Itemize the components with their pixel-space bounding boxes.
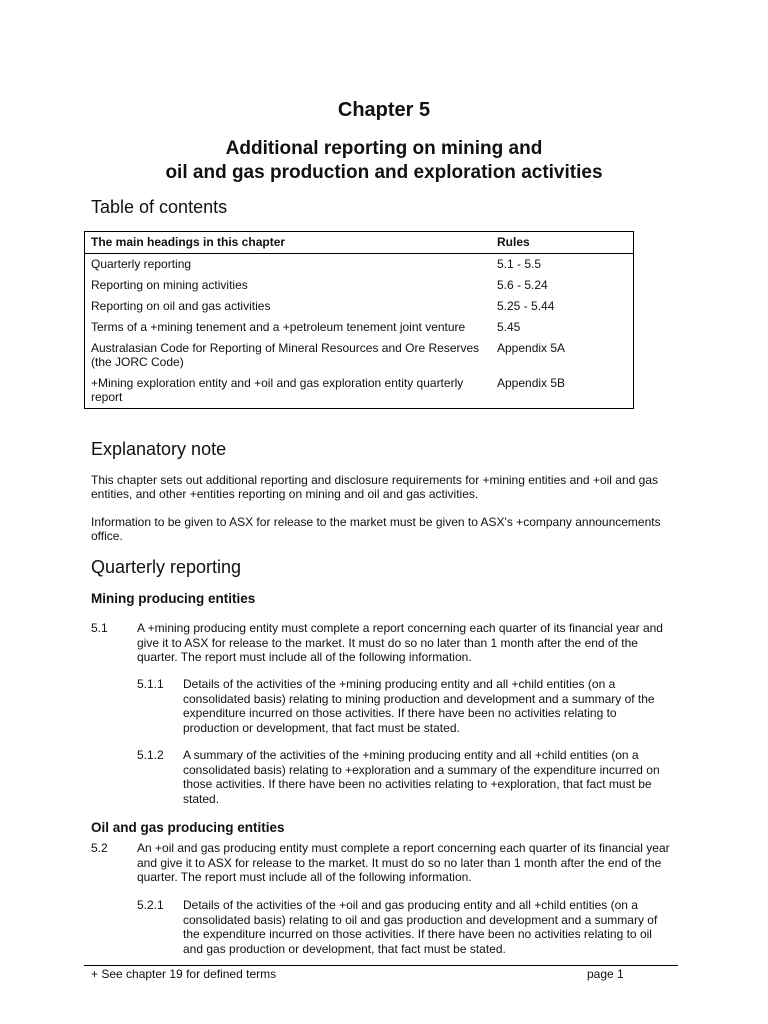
toc-row-rules: Appendix 5A	[497, 341, 566, 355]
rule-text: Details of the activities of the +oil and gas producing entity and all +child entities (on a consolidated basis) relating to oil and gas production and development and a summary of the expenditure incurred on those activities. If there have been no activities relating to oil and gas production or development, that fact must be stated.	[183, 898, 658, 956]
rule-number: 5.2	[91, 841, 108, 855]
toc-row-heading: Terms of a +mining tenement and a +petroleum tenement joint venture	[91, 320, 466, 334]
toc-row-heading: Quarterly reporting	[91, 257, 192, 271]
toc-row-heading: Reporting on mining activities	[91, 278, 248, 292]
explanatory-para2: Information to be given to ASX for release to the market must be given to ASX's +company announcements office.	[91, 515, 661, 543]
toc-row	[85, 296, 634, 317]
chapter-number: Chapter 5	[337, 99, 431, 121]
footer-divider	[84, 965, 678, 966]
toc-col-headings: The main headings in this chapter	[85, 232, 492, 254]
toc-header-row	[85, 232, 634, 254]
explanatory-para1: This chapter sets out additional reporting and disclosure requirements for +mining entities and +oil and gas entities, and other +entities reporting on mining and oil and gas activities.	[91, 473, 658, 501]
toc-row-heading: +Mining exploration entity and +oil and gas exploration entity quarterly report	[91, 376, 464, 404]
toc-row	[85, 338, 634, 373]
toc-row-rules: 5.25 - 5.44	[497, 299, 555, 313]
footer-defined-terms: + See chapter 19 for defined terms	[91, 967, 277, 981]
toc-heading: Table of contents	[91, 197, 228, 217]
quarterly-heading: Quarterly reporting	[91, 557, 242, 577]
toc-row-rules: 5.1 - 5.5	[497, 257, 542, 271]
oilgas-heading: Oil and gas producing entities	[91, 820, 285, 835]
rule-text: Details of the activities of the +mining producing entity and all +child entities (on a consolidated basis) relating to mining production and development and a summary of the expenditure incurred on those activities. If there have been no activities relating to production or development, that fact must be stated.	[183, 677, 655, 735]
toc-row-rules: Appendix 5B	[497, 376, 566, 390]
toc-row	[85, 373, 634, 409]
footer-page-number: page 1	[587, 967, 624, 981]
toc-row-heading: Australasian Code for Reporting of Mineral Resources and Ore Reserves (the JORC Code)	[91, 341, 480, 369]
rule-number: 5.1	[91, 621, 108, 635]
explanatory-heading: Explanatory note	[91, 439, 227, 459]
toc-row-rules: 5.45	[497, 320, 521, 334]
toc-row-rules: 5.6 - 5.24	[497, 278, 548, 292]
rule-number: 5.1.2	[137, 748, 164, 762]
toc-col-rules: Rules	[491, 232, 634, 254]
toc-row	[85, 317, 634, 338]
rule-text: A summary of the activities of the +mining producing entity and all +child entities (on a consolidated basis) relating to +exploration and a summary of the expenditure incurred on those activities. If there have been no activities relating to +exploration, that fact must be stated.	[183, 748, 660, 806]
rule-text: An +oil and gas producing entity must complete a report concerning each quarter of its financial year and give it to ASX for release to the market. It must do so no later than 1 month after the end of the quarter. The report must include all of the following information.	[137, 841, 670, 884]
chapter-title-line2: oil and gas production and exploration activities	[165, 162, 603, 183]
chapter-title	[0, 137, 768, 185]
rule-number: 5.1.1	[137, 677, 164, 691]
toc-row-heading: Reporting on oil and gas activities	[91, 299, 271, 313]
toc-table	[84, 231, 634, 409]
toc-row	[85, 254, 634, 276]
chapter-title-line1: Additional reporting on mining and	[225, 138, 543, 159]
rule-text: A +mining producing entity must complete a report concerning each quarter of its financial year and give it to ASX for release to the market. It must do so no later than 1 month after the end of the quarter. The report must include all of the following information.	[137, 621, 663, 664]
toc-row	[85, 275, 634, 296]
rule-number: 5.2.1	[137, 898, 164, 912]
mining-heading: Mining producing entities	[91, 591, 256, 606]
